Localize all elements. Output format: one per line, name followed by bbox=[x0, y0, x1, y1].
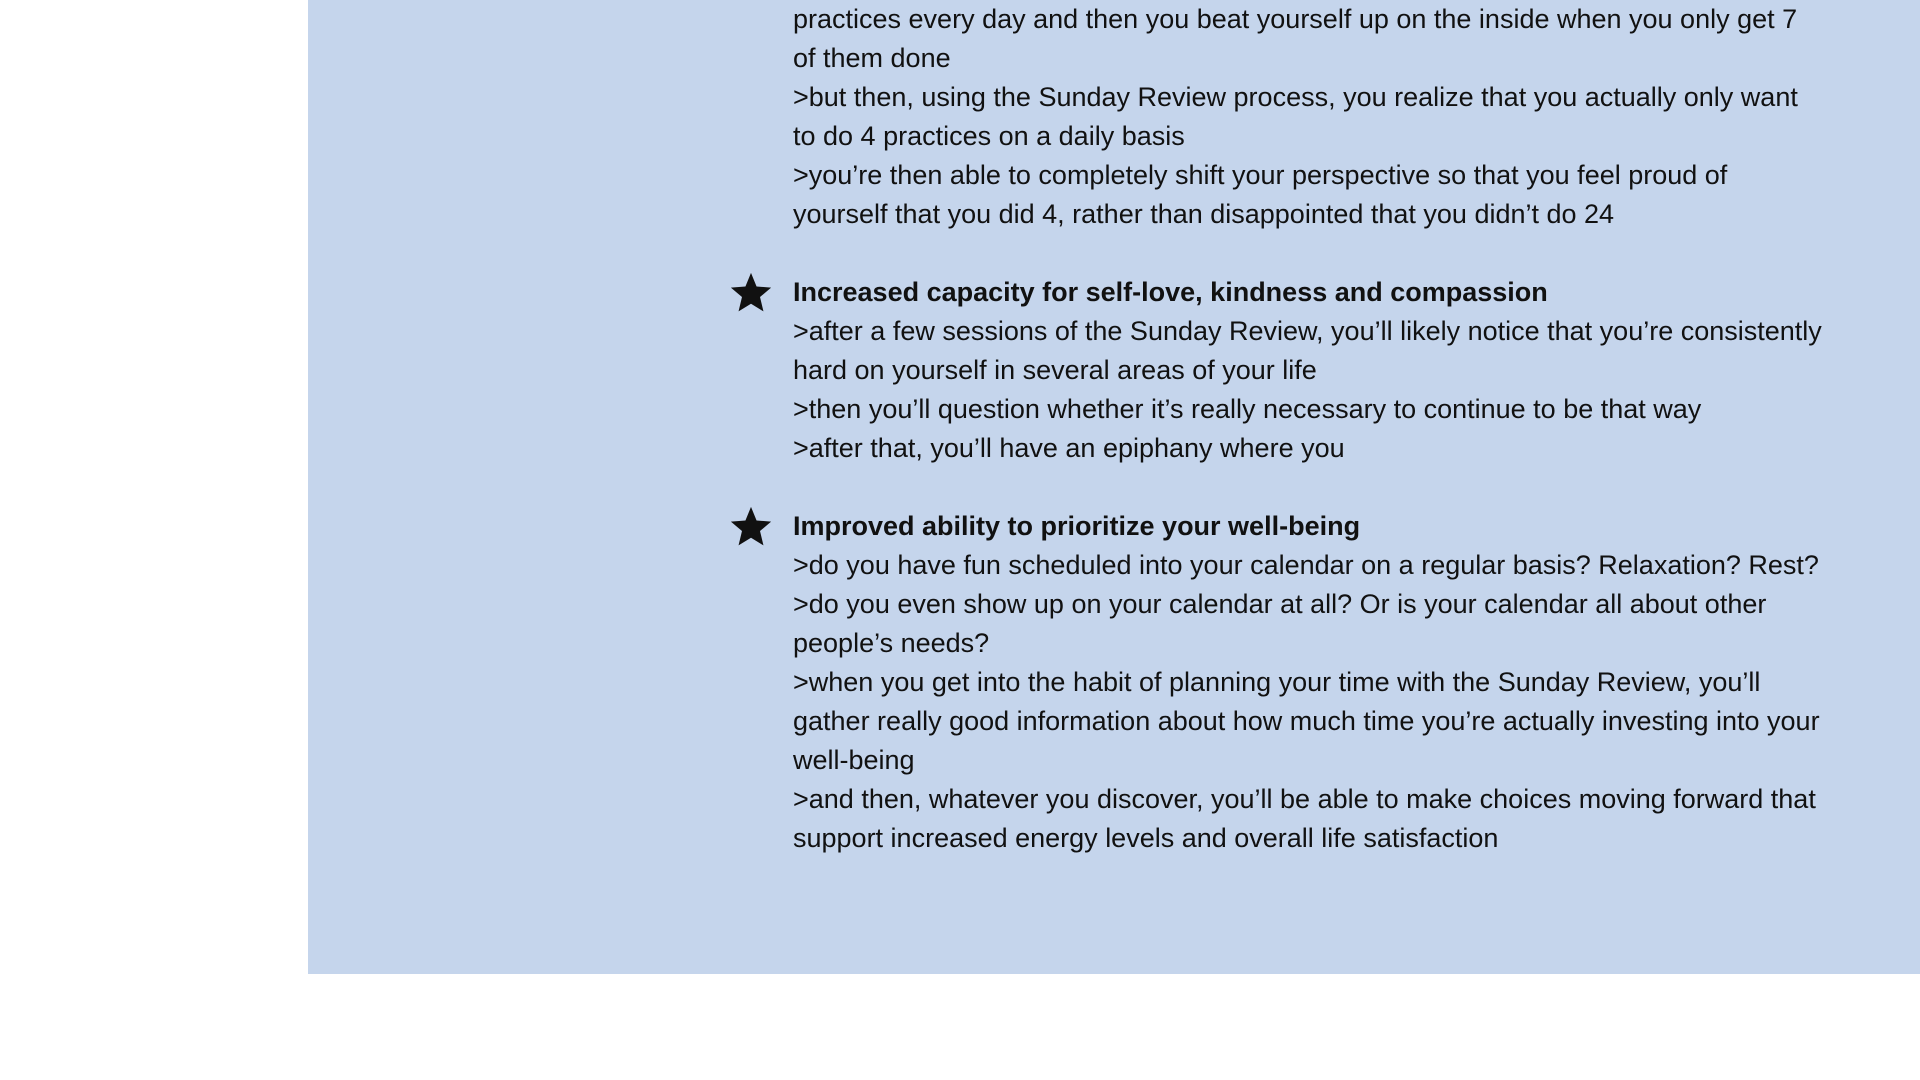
benefit-line: >when you get into the habit of planning your time with the Sunday Review, you’ll gather really good information about how much time you’re actually investing into your well-being bbox=[793, 667, 1820, 775]
spacer bbox=[793, 234, 1823, 273]
intro-line: practices every day and then you beat yourself up on the inside when you only get 7 of them done bbox=[793, 4, 1798, 73]
document-body bbox=[793, 0, 1823, 858]
benefit-line: >do you have fun scheduled into your calendar on a regular basis? Relaxation? Rest? bbox=[793, 550, 1819, 580]
benefit-section-well-being bbox=[793, 507, 1823, 858]
benefit-line: >after a few sessions of the Sunday Review, you’ll likely notice that you’re consistently hard on yourself in several areas of your life bbox=[793, 316, 1822, 385]
benefit-section-self-love bbox=[793, 273, 1823, 468]
benefit-heading: Improved ability to prioritize your well-being bbox=[793, 511, 1361, 541]
benefit-line: >after that, you’ll have an epiphany where you bbox=[793, 433, 1345, 463]
star-icon bbox=[728, 270, 774, 316]
benefit-line: >then you’ll question whether it’s really necessary to continue to be that way bbox=[793, 394, 1702, 424]
benefit-line: >do you even show up on your calendar at all? Or is your calendar all about other people’s needs? bbox=[793, 589, 1767, 658]
benefit-line: >and then, whatever you discover, you’ll be able to make choices moving forward that support increased energy levels and overall life satisfaction bbox=[793, 784, 1816, 853]
star-icon bbox=[728, 504, 774, 550]
intro-line: >you’re then able to completely shift your perspective so that you feel proud of yourself that you did 4, rather than disappointed that you didn’t do 24 bbox=[793, 160, 1728, 229]
intro-line: >but then, using the Sunday Review process, you realize that you actually only want to do 4 practices on a daily basis bbox=[793, 82, 1798, 151]
intro-continuation bbox=[793, 0, 1823, 234]
spacer bbox=[793, 468, 1823, 507]
benefit-heading: Increased capacity for self-love, kindness and compassion bbox=[793, 277, 1548, 307]
